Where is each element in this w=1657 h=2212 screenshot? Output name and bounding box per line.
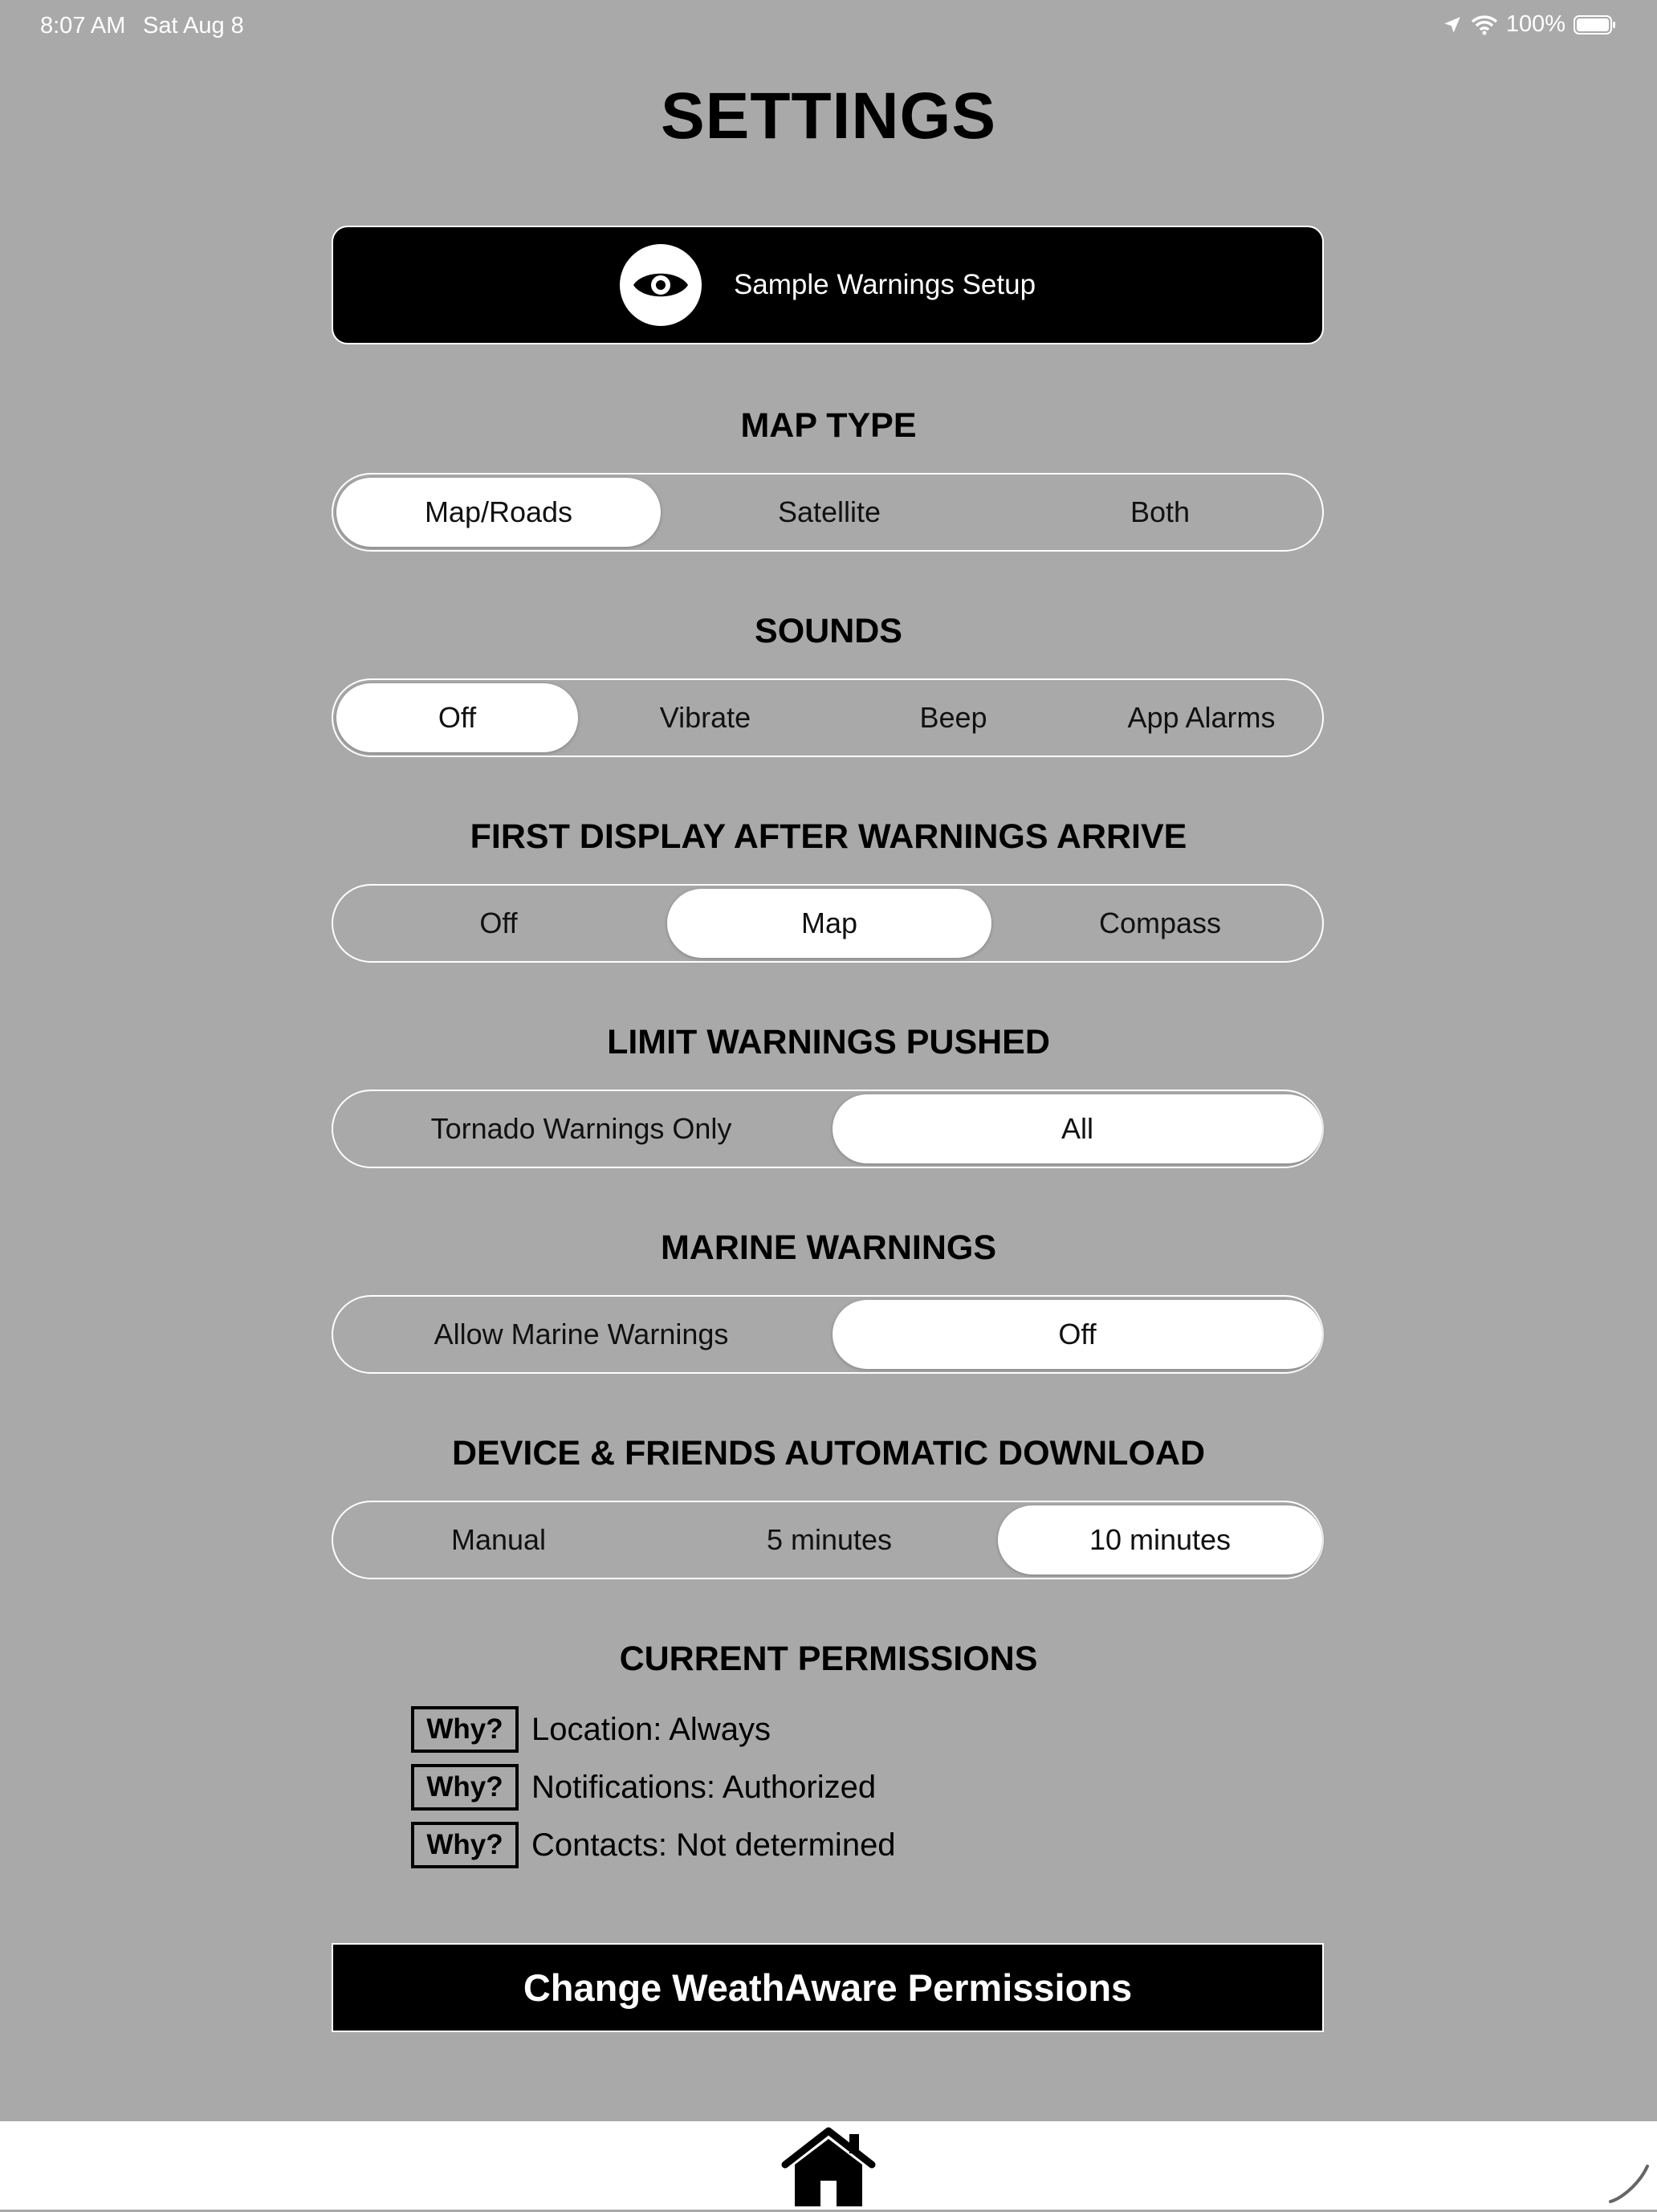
page-title: SETTINGS (660, 79, 997, 153)
wifi-icon (1471, 14, 1498, 35)
map-type-control (332, 473, 1324, 552)
segment-beep[interactable]: Beep (919, 701, 987, 734)
resize-handle-icon (1607, 2161, 1651, 2205)
map-type-title: MAP TYPE (740, 406, 917, 445)
permission-row-notifications (411, 1763, 876, 1811)
marine-warnings-control (332, 1295, 1324, 1374)
segment-5-minutes[interactable]: 5 minutes (766, 1523, 893, 1556)
segment-manual[interactable]: Manual (450, 1523, 547, 1556)
permission-location-text: Location: Always (531, 1711, 771, 1747)
permissions-title: CURRENT PERMISSIONS (619, 1640, 1038, 1678)
marine-warnings-title: MARINE WARNINGS (660, 1228, 997, 1267)
sample-warnings-button[interactable] (332, 226, 1324, 344)
sounds-control (332, 678, 1324, 757)
auto-download-title: DEVICE & FRIENDS AUTOMATIC DOWNLOAD (451, 1434, 1206, 1473)
segment-display-map[interactable]: Map (667, 889, 991, 958)
permission-row-contacts (411, 1821, 896, 1869)
home-button[interactable] (780, 2126, 877, 2208)
why-contacts-button[interactable]: Why? (411, 1822, 519, 1868)
segment-allow-marine[interactable]: Allow Marine Warnings (434, 1318, 729, 1350)
segment-both[interactable]: Both (1130, 495, 1191, 528)
permission-notifications-text: Notifications: Authorized (531, 1769, 877, 1805)
permission-row-location (411, 1705, 771, 1754)
status-date: Sat Aug 8 (143, 13, 244, 39)
location-arrow-icon (1442, 14, 1463, 35)
status-indicators (1442, 11, 1617, 38)
bottom-bar (0, 2121, 1657, 2210)
why-location-button[interactable]: Why? (411, 1706, 519, 1753)
battery-icon (1574, 14, 1617, 35)
status-bar (0, 0, 1657, 51)
sounds-title: SOUNDS (755, 612, 902, 650)
segment-satellite[interactable]: Satellite (777, 495, 881, 528)
segment-display-compass[interactable]: Compass (1098, 906, 1222, 939)
segment-tornado-only[interactable]: Tornado Warnings Only (430, 1112, 732, 1145)
segment-display-off[interactable]: Off (479, 906, 518, 939)
segment-sound-off[interactable]: Off (336, 683, 578, 752)
battery-percent: 100% (1505, 11, 1565, 37)
why-notifications-button[interactable]: Why? (411, 1764, 519, 1811)
limit-warnings-control (332, 1090, 1324, 1168)
eye-icon (620, 244, 702, 326)
segment-vibrate[interactable]: Vibrate (659, 701, 751, 734)
segment-app-alarms[interactable]: App Alarms (1127, 701, 1276, 734)
segment-10-minutes[interactable]: 10 minutes (998, 1505, 1322, 1574)
first-display-title: FIRST DISPLAY AFTER WARNINGS ARRIVE (470, 817, 1187, 856)
change-permissions-button[interactable]: Change WeathAware Permissions (332, 1943, 1324, 2032)
status-time: 8:07 AM (40, 13, 126, 39)
auto-download-control (332, 1501, 1324, 1579)
first-display-control (332, 884, 1324, 963)
segment-all-warnings[interactable]: All (833, 1094, 1322, 1163)
sample-warnings-label: Sample Warnings Setup (733, 269, 1036, 300)
segment-marine-off[interactable]: Off (833, 1300, 1322, 1369)
limit-warnings-title: LIMIT WARNINGS PUSHED (607, 1023, 1050, 1061)
home-icon (780, 2126, 877, 2208)
permission-contacts-text: Contacts: Not determined (531, 1827, 896, 1863)
segment-map-roads[interactable]: Map/Roads (336, 478, 661, 547)
